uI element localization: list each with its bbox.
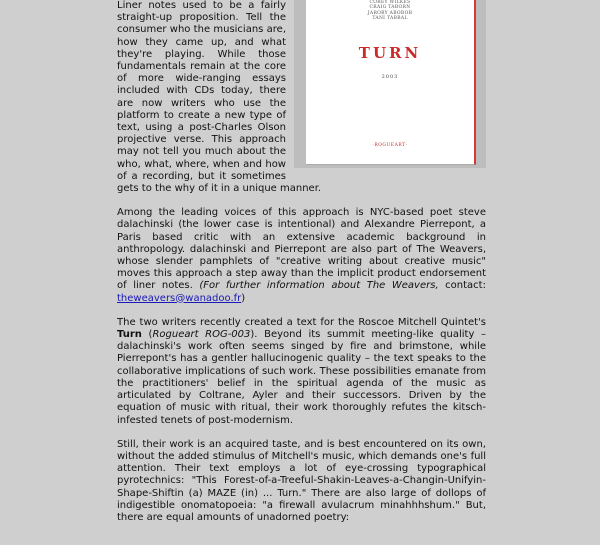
album-cover xyxy=(306,0,476,165)
catalog-number: Rogueart ROG-003 xyxy=(152,329,251,341)
album-cover-figure xyxy=(294,0,486,168)
email-link[interactable]: theweavers@wanadoo.fr xyxy=(117,292,242,304)
cover-name: CRAIG TABORN xyxy=(369,5,411,11)
cover-name: COREY WILKES xyxy=(369,0,411,5)
cover-label-logo: ·ROGUEART· xyxy=(372,142,408,148)
paragraph-intro: Liner notes used to be a fairly straight-up proposition. Tell the consumer who the musicians are, how they came up, and what they're playing. While those fundamentals remain at the core of more wide-ranging essays included with CDs today, there are now writers who use the platform to create a new type of text, using a post-Charles Olson projective verse. This approach may not tell you much about the who, what, where, when and how of a recording, but it sometimes gets to the why of it in a unique manner. xyxy=(117,0,322,195)
paragraph-writers-text: Among the leading voices of this approach is NYC-based poet steve dalachinski (the lower case is intentional) and Alexandre Pierrepont, a Paris based critic with an extensive academic background in anthropology. dalachinski and Pierrepont are also part of The Weavers, whose slender pamphlets of "creative writing about creative music" moves this approach a step away than the implicit product endorsement of liner notes. xyxy=(117,207,486,292)
further-info-note: (For further information about The Weavers, xyxy=(199,280,439,292)
cover-title: TURN xyxy=(358,44,422,63)
album-title: Turn xyxy=(117,329,142,341)
paragraph-writers xyxy=(117,207,486,305)
paragraph-turn-rest: ). Beyond its summit meeting-like quality – dalachinski's work often seems singed by fire and brimstone, while Pierrepont's has a gentler hallucinogenic quality – the text speaks to the collaborative implications of such work. These possibilities emanate from the practitioners' belief in the spiritual agenda of the music as articulated by Coltrane, Ayler and their successors. Driven by the equation of music with ritual, their work thoroughly refutes the kitsch-infested tenets of post-modernism. xyxy=(117,329,486,426)
paren-open: ( xyxy=(141,329,153,341)
close-paren: ) xyxy=(241,292,246,304)
cover-musician-names xyxy=(306,0,474,21)
cover-year: 2003 xyxy=(381,74,399,81)
contact-prefix: contact: xyxy=(438,280,486,292)
paragraph-still: Still, their work is an acquired taste, and is best encountered on its own, without the added stimulus of Mitchell's music, which demands one's full attention. Their text employs a lot of eye-crossing typographical pyrotechnics: "This Forest-of-a-Treeful-Shakin-Leaves-a-Changin-Unifyin-Shape-Shiftin (a) MAZE (in) ... Turn." There are also large of dollops of indigestible onomatopoeia: "a firewall avulacrum minahhhshum." But, there are equal amounts of unadorned poetry: xyxy=(117,438,486,523)
cover-name: TANI TABBAL xyxy=(372,15,408,21)
paragraph-turn xyxy=(117,317,486,427)
paragraph-turn-text: The two writers recently created a text for the Roscoe Mitchell Quintet's xyxy=(117,316,486,328)
article-column xyxy=(117,0,486,545)
cover-name: JAROBY ABOBOB xyxy=(367,10,413,16)
